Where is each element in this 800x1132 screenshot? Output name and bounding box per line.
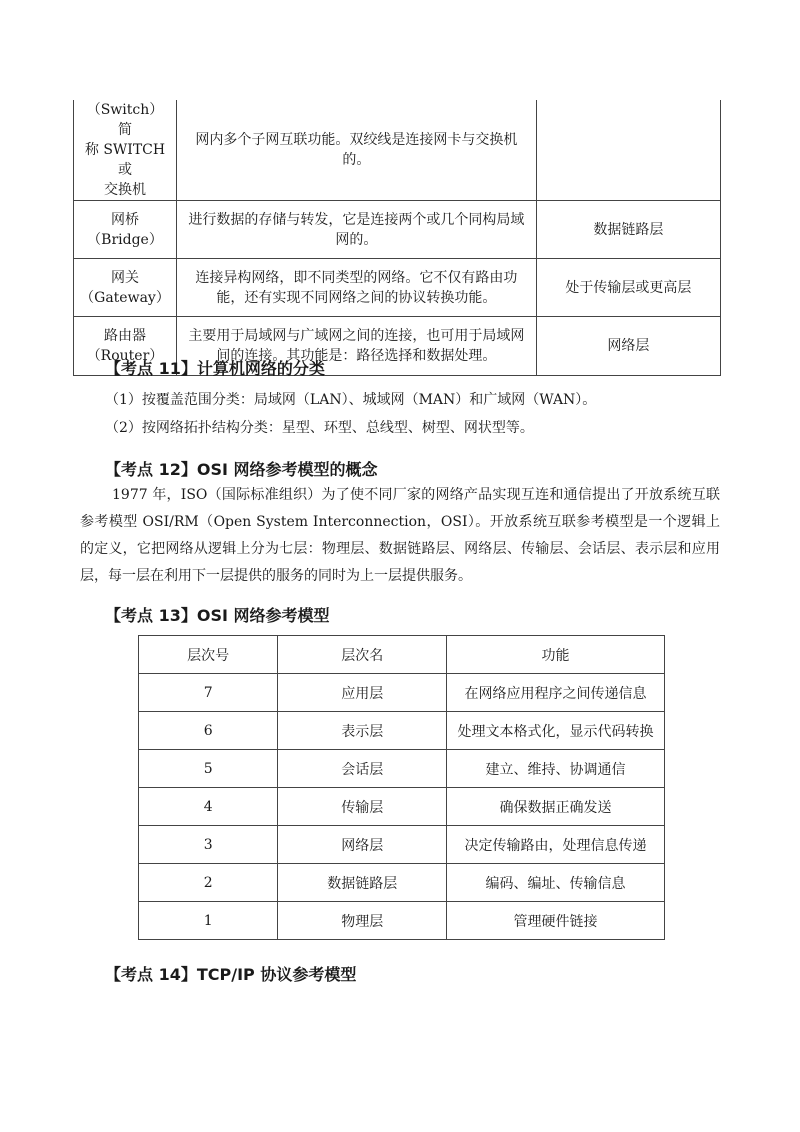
layer-number-cell: 4 xyxy=(139,788,278,826)
text-line: （Bridge） xyxy=(87,231,163,248)
layer-name-cell: 传输层 xyxy=(278,788,447,826)
device-function-cell xyxy=(176,100,536,201)
body-paragraph: 1977 年，ISO（国际标准组织）为了使不同厂家的网络产品实现互连和通信提出了开放系统互联参考模型 OSI/RM（Open System Interconnection，OSI）。开放系统互联参考模型是一个逻辑上的定义，它把网络从逻辑上分为七层：物理层、数据链路层、网络层、传输层、会话层、表示层和应用层，每一层在利用下一层提供的服务的同时为上一层提供服务。 xyxy=(80,487,720,584)
osi-model-table xyxy=(138,635,665,940)
text-line: 主要用于局域网与广域网之间的连接，也可用于局域网 xyxy=(188,328,525,344)
text-line: 连接异构网络，即不同类型的网络。它不仅有路由功 xyxy=(195,269,518,286)
layer-number-cell: 1 xyxy=(139,902,278,940)
table-row xyxy=(139,750,665,788)
section-heading-k11: 【考点 11】计算机网络的分类 xyxy=(105,359,325,378)
device-layer-cell: 数据链路层 xyxy=(536,201,720,259)
layer-function-cell: 在网络应用程序之间传递信息 xyxy=(447,674,665,712)
network-device-table xyxy=(73,100,721,376)
table-row xyxy=(139,788,665,826)
layer-function-cell: 决定传输路由，处理信息传递 xyxy=(447,826,665,864)
section-heading-k12: 【考点 12】OSI 网络参考模型的概念 xyxy=(105,460,378,479)
column-header: 层次号 xyxy=(139,636,278,674)
layer-number-cell: 5 xyxy=(139,750,278,788)
text-line: 的。 xyxy=(342,152,371,168)
list-item: （1）按覆盖范围分类：局域网（LAN）、城域网（MAN）和广域网（WAN）。 xyxy=(105,392,597,408)
table-row xyxy=(74,100,721,201)
device-layer-cell: 网络层 xyxy=(536,317,720,376)
layer-function-cell: 管理硬件链接 xyxy=(447,902,665,940)
column-header: 功能 xyxy=(447,636,665,674)
layer-name-cell: 应用层 xyxy=(278,674,447,712)
table-row xyxy=(139,712,665,750)
layer-number-cell: 6 xyxy=(139,712,278,750)
text-line: 路由器 xyxy=(103,328,146,344)
text-line: 网关 xyxy=(110,269,139,286)
text-line: 间的连接。其功能是：路径选择和数据处理。 xyxy=(216,348,497,364)
column-header: 层次名 xyxy=(278,636,447,674)
layer-number-cell: 3 xyxy=(139,826,278,864)
table-row xyxy=(74,259,721,317)
text-line: 称 SWITCH 或 xyxy=(84,142,166,178)
text-line: 网内多个子网互联功能。双绞线是连接网卡与交换机 xyxy=(195,132,518,148)
section-heading-k14: 【考点 14】TCP/IP 协议参考模型 xyxy=(105,965,357,984)
layer-function-cell: 建立、维持、协调通信 xyxy=(447,750,665,788)
table-row xyxy=(139,864,665,902)
text-line: 网的。 xyxy=(335,231,378,248)
text-line: （Gateway） xyxy=(80,289,170,306)
table-row xyxy=(74,201,721,259)
list-item: （2）按网络拓扑结构分类：星型、环型、总线型、树型、网状型等。 xyxy=(105,420,534,436)
device-function-cell xyxy=(176,201,536,259)
table-row xyxy=(139,674,665,712)
text-line: 进行数据的存储与转发，它是连接两个或几个同构局域 xyxy=(188,211,525,228)
layer-function-cell: 编码、编址、传输信息 xyxy=(447,864,665,902)
layer-name-cell: 表示层 xyxy=(278,712,447,750)
text-line: （Switch）简 xyxy=(86,102,164,138)
device-layer-cell xyxy=(536,100,720,201)
layer-number-cell: 2 xyxy=(139,864,278,902)
device-name-cell xyxy=(74,100,177,201)
text-line: 能，还有实现不同网络之间的协议转换功能。 xyxy=(216,289,497,306)
layer-function-cell: 确保数据正确发送 xyxy=(447,788,665,826)
text-line: （Router） xyxy=(86,348,164,364)
section-heading-k13: 【考点 13】OSI 网络参考模型 xyxy=(105,606,330,625)
text-line: 交换机 xyxy=(103,182,146,198)
layer-function-cell: 处理文本格式化，显示代码转换 xyxy=(447,712,665,750)
device-name-cell xyxy=(74,259,177,317)
table-row xyxy=(139,826,665,864)
layer-name-cell: 会话层 xyxy=(278,750,447,788)
device-function-cell xyxy=(176,259,536,317)
text-line: 网桥 xyxy=(110,211,139,228)
table-row xyxy=(139,902,665,940)
layer-number-cell: 7 xyxy=(139,674,278,712)
table-header-row xyxy=(139,636,665,674)
layer-name-cell: 数据链路层 xyxy=(278,864,447,902)
layer-name-cell: 网络层 xyxy=(278,826,447,864)
device-layer-cell: 处于传输层或更高层 xyxy=(536,259,720,317)
layer-name-cell: 物理层 xyxy=(278,902,447,940)
device-name-cell xyxy=(74,201,177,259)
